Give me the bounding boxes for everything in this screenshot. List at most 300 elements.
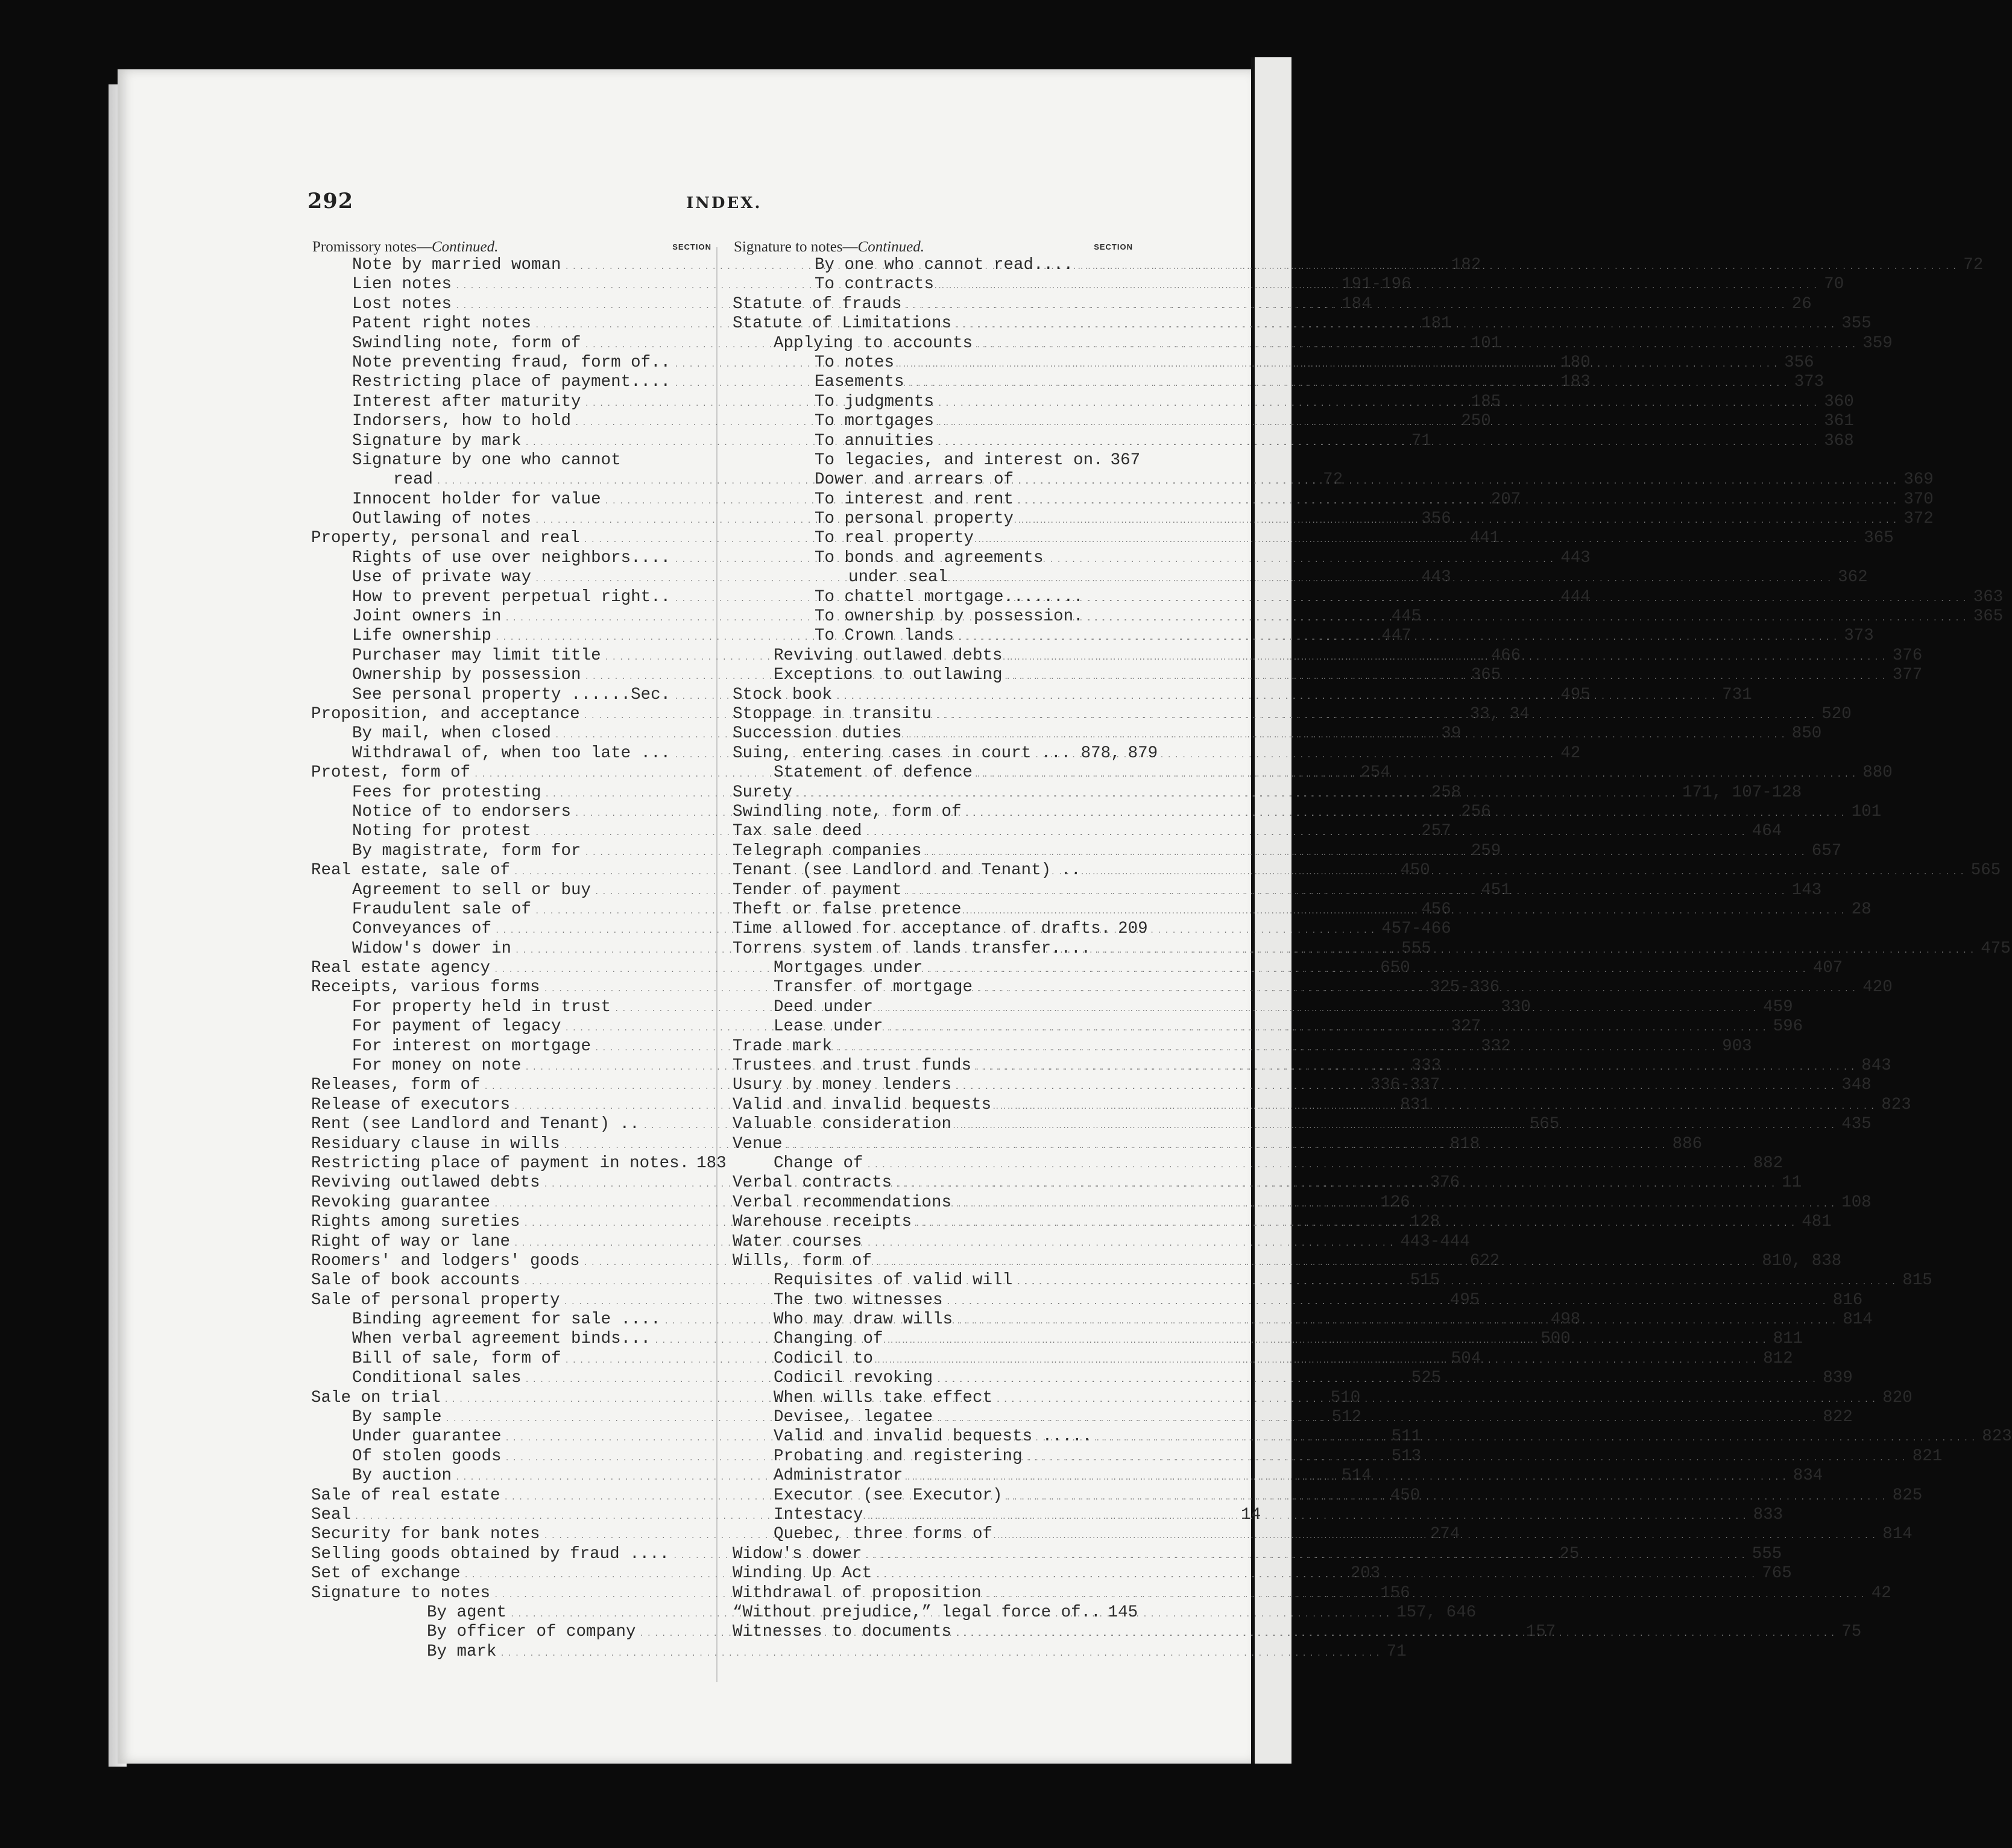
entry-term: Right of way or lane (311, 1232, 511, 1251)
entry-term: Torrens system of lands transfer.... (733, 939, 1091, 958)
entry-term: Real estate agency (311, 959, 491, 978)
dot-leader (867, 1507, 1750, 1527)
entry-term: “Without prejudice,” legal force of.. (733, 1603, 1101, 1622)
dot-leader (938, 277, 1820, 296)
entry-term: Fraudulent sale of (352, 900, 532, 919)
entry-term: Receipts, various forms (311, 978, 540, 997)
section-reference: 850 (1791, 724, 1822, 743)
entry-term: By magistrate, form for (352, 841, 581, 860)
entry-term: Protest, form of (311, 763, 471, 783)
section-reference: 333 (1411, 1056, 1442, 1076)
section-reference: 886 (1672, 1134, 1703, 1153)
section-reference: 498 (1550, 1310, 1581, 1329)
dot-leader (955, 316, 1838, 335)
section-reference: 257 (1421, 822, 1451, 841)
dot-leader (938, 394, 1820, 414)
dot-leader (976, 765, 1859, 784)
entry-term: By auction (352, 1466, 452, 1486)
section-reference: 365 (1864, 529, 1894, 548)
dot-leader (955, 1195, 1838, 1214)
section-reference: 356 (1784, 353, 1814, 372)
section-reference: 372 (1903, 509, 1934, 529)
dot-leader (936, 1410, 1819, 1429)
section-reference: 765 (1762, 1564, 1792, 1583)
dot-leader (977, 531, 1860, 550)
section-reference: 450 (1400, 861, 1430, 880)
column-header (728, 239, 1133, 256)
section-reference: 879 (1127, 743, 1158, 763)
section-reference: 250 (1461, 412, 1491, 431)
entry-term: Widow's dower in (352, 939, 512, 958)
entry-term: Usury by money lenders (733, 1076, 952, 1095)
section-reference: 33, 34 (1469, 704, 1530, 724)
section-reference: 71 (1411, 431, 1431, 450)
dot-leader (877, 997, 1759, 1019)
entry-term: Sale of personal property (311, 1290, 560, 1310)
entry-term: Tender of payment (733, 880, 902, 900)
entry-term: Changing of (774, 1329, 883, 1349)
section-reference: 143 (1791, 880, 1822, 900)
entry-term: When verbal agreement binds... (352, 1329, 651, 1349)
dot-leader (1087, 609, 1970, 628)
section-reference: 355 (1841, 314, 1872, 333)
entry-term: To judgments (815, 392, 935, 411)
section-reference: 821 (1912, 1446, 1943, 1466)
dot-leader (996, 1390, 1879, 1410)
entry-term: By one who cannot read.... (815, 256, 1074, 274)
section-reference: 26 (1791, 294, 1812, 314)
section-reference: 818 (1449, 1134, 1480, 1153)
entry-term: Notice of to endorsers (352, 802, 572, 821)
section-reference: 834 (1793, 1466, 1823, 1486)
entry-term: To legacies, and interest on. (815, 450, 1103, 470)
entry-term: Revoking guarantee (311, 1193, 491, 1212)
section-reference: 812 (1763, 1349, 1793, 1368)
section-reference: 361 (1824, 412, 1854, 431)
entry-term: Valid and invalid bequests (733, 1095, 992, 1114)
section-reference: 882 (1753, 1153, 1783, 1173)
entry-term: Use of private way (352, 568, 532, 587)
entry-term: Venue (733, 1134, 783, 1153)
section-reference: 820 (1882, 1388, 1913, 1407)
dot-leader (995, 1097, 1878, 1117)
section-reference: 157, 646 (1396, 1603, 1477, 1622)
entry-term: Valid and invalid bequests ..... (774, 1427, 1093, 1446)
section-reference: 816 (1832, 1290, 1863, 1310)
entry-term: Deed under (774, 997, 874, 1017)
entry-term: Surety (733, 783, 793, 802)
entry-term: Purchaser may limit title (352, 646, 601, 665)
entry-term: Requisites of valid will (774, 1271, 1013, 1290)
entry-term: By officer of company (427, 1623, 636, 1642)
entry-term: Signature by one who cannot (352, 450, 621, 470)
section-reference: 515 (1410, 1271, 1440, 1290)
entry-term: Tax sale deed (733, 822, 862, 841)
dot-leader (866, 1544, 1749, 1566)
section-reference: 447 (1381, 626, 1411, 646)
dot-leader (887, 1019, 1770, 1038)
dot-leader (935, 704, 1818, 726)
entry-term: Swindling note, form of (733, 802, 962, 821)
section-reference: 360 (1824, 392, 1854, 411)
entry-term: Sale of real estate (311, 1486, 500, 1505)
entry-term: To Crown lands (815, 626, 954, 646)
entry-term: Note by married woman (352, 256, 561, 274)
index-entry (728, 1603, 1138, 1623)
entry-term: Conveyances of (352, 919, 492, 939)
section-reference: 822 (1823, 1408, 1853, 1427)
entry-term: By mark (427, 1642, 497, 1661)
section-reference: 203 (1350, 1564, 1381, 1583)
entry-term: Selling goods obtained by fraud .... (311, 1544, 670, 1563)
entry-term: Trade mark (733, 1036, 833, 1056)
section-reference: 420 (1862, 978, 1893, 997)
entry-term: Trustees and trust funds (733, 1056, 972, 1076)
section-reference: 42 (1871, 1583, 1891, 1603)
entry-term: To personal property (815, 509, 1014, 529)
dot-leader (955, 1077, 1838, 1097)
section-reference: 407 (1812, 959, 1843, 978)
section-reference: 825 (1892, 1486, 1923, 1505)
entry-term: Water courses (733, 1232, 862, 1251)
entry-term: Conditional sales (352, 1369, 522, 1388)
entry-term: Property, personal and real (311, 529, 580, 548)
section-reference: 814 (1843, 1310, 1873, 1329)
section-reference: 377 (1892, 666, 1923, 685)
section-reference: 330 (1501, 997, 1531, 1017)
dot-leader (1087, 587, 1970, 609)
section-reference: 731 (1722, 685, 1752, 704)
section-reference: 101 (1851, 802, 1882, 821)
entry-term: Seal (311, 1506, 352, 1524)
section-reference: 368 (1824, 431, 1854, 450)
entry-term: For property held in trust (352, 997, 611, 1017)
entry-term: Release of executors (311, 1095, 511, 1114)
dot-leader (866, 824, 1749, 843)
entry-term: To chattel mortgage........ (815, 587, 1083, 607)
section-reference: 443 (1421, 568, 1451, 587)
entry-term: To ownership by possession. (815, 607, 1083, 626)
section-reference: 101 (1471, 333, 1501, 353)
entry-term: To annuities (815, 431, 935, 450)
entry-term: Under guarantee (352, 1427, 502, 1446)
section-reference: 475 (1981, 939, 2011, 958)
entry-term: For payment of legacy (352, 1017, 561, 1036)
entry-term: For money on note (352, 1056, 522, 1076)
running-head: INDEX. (686, 194, 762, 212)
section-reference: 831 (1400, 1095, 1430, 1114)
entry-term: Statement of defence (774, 763, 973, 783)
section-reference: 565 (1529, 1115, 1560, 1134)
section-reference: 596 (1773, 1017, 1803, 1036)
dot-leader (957, 628, 1840, 648)
section-reference: 565 (1970, 861, 2001, 880)
entry-term: Signature to notes (311, 1583, 491, 1603)
entry-term: To real property (815, 529, 974, 548)
entry-term: Restricting place of payment in notes. (311, 1153, 690, 1173)
entry-term: Succession duties (733, 724, 902, 743)
section-reference: 811 (1773, 1329, 1803, 1349)
dot-leader (956, 1312, 1839, 1331)
index-entry (306, 1642, 1407, 1662)
section-reference: 71 (1386, 1642, 1407, 1661)
entry-term: Lost notes (352, 294, 452, 314)
section-reference: 11 (1782, 1173, 1802, 1193)
page-number: 292 (307, 189, 354, 213)
dot-leader (867, 1156, 1750, 1175)
section-reference: 367 (1110, 450, 1141, 470)
dot-leader (938, 431, 1820, 453)
section-reference: 128 (1410, 1213, 1440, 1232)
dot-leader (1094, 941, 1977, 960)
section-reference: 514 (1342, 1466, 1372, 1486)
entry-term: Tenant (see Landlord and Tenant) .. (733, 861, 1081, 880)
dot-leader (1006, 648, 1889, 667)
entry-term: Interest after maturity (352, 392, 581, 411)
dot-leader (875, 1566, 1758, 1585)
section-reference: 373 (1794, 373, 1824, 392)
entry-term: Ownership by possession (352, 666, 581, 685)
section-reference: 126 (1380, 1193, 1410, 1212)
entry-term: Releases, form of (311, 1076, 481, 1095)
section-reference: 481 (1802, 1213, 1832, 1232)
section-reference: 495 (1449, 1290, 1480, 1310)
section-reference: 209 (1118, 919, 1148, 939)
section-reference: 70 (1824, 275, 1844, 294)
entry-term: Suing, entering cases in court ... 878, (733, 743, 1121, 763)
entry-term: See personal property ......Sec. (352, 685, 671, 704)
section-reference: 25 (1559, 1544, 1580, 1563)
entry-term: Applying to accounts (774, 333, 973, 353)
entry-term: Signature by mark (352, 431, 522, 450)
entry-term: Restricting place of payment.... (352, 373, 671, 392)
section-reference: 456 (1421, 900, 1451, 919)
dot-leader (938, 414, 1820, 433)
section-reference: 356 (1421, 509, 1451, 529)
index-entry (728, 1232, 1133, 1252)
entry-term: Fees for protesting (352, 783, 541, 802)
entry-term: Rent (see Landlord and Tenant) .. (311, 1115, 640, 1134)
entry-term: By agent (427, 1603, 507, 1622)
entry-term: Lien notes (352, 275, 452, 294)
section-reference: 510 (1330, 1388, 1361, 1407)
section-reference: 839 (1823, 1369, 1853, 1388)
dot-leader (1077, 257, 1960, 277)
dot-leader (908, 374, 1791, 394)
dot-leader (975, 1058, 1858, 1077)
entry-term: Time allowed for acceptance of drafts. (733, 919, 1111, 939)
entry-term: Reviving outlawed debts (774, 646, 1003, 665)
entry-term: Joint owners in (352, 607, 502, 626)
entry-term: Devisee, legatee (774, 1408, 933, 1427)
entry-term: To bonds and agreements (815, 548, 1044, 567)
section-reference: 622 (1469, 1251, 1500, 1270)
section-reference: 207 (1490, 490, 1521, 509)
entry-term: Exceptions to outlawing (774, 666, 1003, 685)
section-reference: 336-337 (1370, 1076, 1440, 1095)
entry-term: Theft or false pretence (733, 900, 962, 919)
entry-term: Winding Up Act (733, 1564, 872, 1583)
entry-term: Probating and registering (774, 1446, 1023, 1466)
entry-term: Stoppage in transitu (733, 704, 932, 724)
section-reference: 75 (1841, 1623, 1862, 1642)
entry-term: Patent right notes (352, 314, 532, 333)
entry-term: Statute of frauds (733, 294, 902, 314)
dot-leader (1006, 667, 1889, 687)
section-reference: 903 (1722, 1036, 1752, 1056)
entry-term: By sample (352, 1408, 442, 1427)
section-reference: 650 (1380, 959, 1410, 978)
entry-term: Innocent holder for value (352, 490, 601, 509)
dot-leader (915, 1214, 1798, 1234)
dot-leader (996, 1527, 1879, 1546)
dot-leader (898, 355, 1780, 374)
entry-term: Intestacy (774, 1506, 863, 1524)
section-reference: 362 (1838, 568, 1868, 587)
section-reference: 256 (1461, 802, 1491, 821)
section-reference: 512 (1331, 1408, 1362, 1427)
entry-term: Executor (see Executor) (774, 1486, 1003, 1505)
section-reference: 457-466 (1381, 919, 1451, 939)
entry-term: Codicil to (774, 1349, 874, 1368)
entry-term: Valuable consideration (733, 1115, 952, 1134)
entry-term: Verbal contracts (733, 1173, 892, 1193)
section-reference: 183 (696, 1153, 727, 1173)
section-reference: 495 (1560, 685, 1591, 704)
dot-leader (796, 785, 1679, 804)
dot-leader (1017, 472, 1900, 491)
entry-term: The two witnesses (774, 1290, 943, 1310)
section-reference: 444 (1560, 587, 1591, 607)
section-reference: 259 (1471, 841, 1501, 860)
section-reference: 108 (1841, 1193, 1872, 1212)
index-entry (306, 1153, 727, 1173)
section-reference: 459 (1763, 997, 1793, 1017)
section-reference: 156 (1380, 1583, 1410, 1603)
entry-term: Statute of Limitations (733, 314, 952, 333)
dot-leader (895, 1175, 1778, 1194)
section-reference: 435 (1841, 1115, 1872, 1134)
entry-term: Stock book (733, 685, 833, 704)
section-reference: 815 (1902, 1271, 1932, 1290)
index-entry (728, 450, 1141, 470)
index-entry (306, 451, 711, 470)
section-reference: 504 (1451, 1349, 1481, 1368)
index-entry (728, 743, 1158, 763)
index-entry (728, 1153, 1783, 1173)
section-reference: 332 (1481, 1036, 1511, 1056)
entry-term: Dower and arrears of (815, 470, 1014, 490)
section-reference: 274 (1430, 1525, 1460, 1544)
section-reference: 28 (1851, 900, 1872, 919)
entry-term: Set of exchange (311, 1564, 461, 1583)
section-reference: 445 (1391, 607, 1422, 626)
dot-leader (976, 333, 1859, 355)
section-reference: 327 (1451, 1017, 1481, 1036)
entry-term: Quebec, three forms of (774, 1525, 993, 1544)
entry-term: Roomers' and lodgers' goods (311, 1251, 580, 1270)
section-reference: 348 (1841, 1076, 1872, 1095)
dot-leader (877, 1351, 1759, 1370)
entry-term: under seal (848, 568, 948, 587)
entry-term: Security for bank notes (311, 1525, 540, 1544)
entry-term: How to prevent perpetual right.. (352, 587, 671, 607)
entry-term: Codicil revoking (774, 1369, 933, 1388)
section-label: SECTION (1094, 242, 1133, 251)
entry-term: Rights of use over neighbors.... (352, 548, 671, 567)
section-reference: 359 (1862, 333, 1893, 353)
index-entry (728, 919, 1148, 939)
entry-term: Note preventing fraud, form of.. (352, 353, 671, 372)
section-reference: 183 (1560, 373, 1591, 392)
entry-term: Indorsers, how to hold (352, 412, 572, 431)
dot-leader (927, 960, 1809, 980)
entry-term: Transfer of mortgage (774, 978, 973, 997)
section-reference: 14 (1241, 1506, 1261, 1524)
section-reference: 451 (1481, 880, 1511, 900)
section-reference: 376 (1892, 646, 1923, 665)
entry-term: Rights among sureties (311, 1213, 520, 1232)
section-reference: 500 (1541, 1329, 1571, 1349)
section-reference: 365 (1973, 607, 2004, 626)
dot-leader (965, 804, 1848, 824)
section-reference: 72 (1323, 470, 1343, 490)
entry-term: Of stolen goods (352, 1446, 502, 1466)
entry-term: Telegraph companies (733, 841, 922, 860)
section-reference: 191-196 (1342, 275, 1411, 294)
entry-term: By mail, when closed (352, 724, 552, 743)
dot-leader (1085, 863, 1967, 882)
column-header (306, 239, 711, 256)
dot-leader (906, 726, 1788, 745)
entry-term: For interest on mortgage (352, 1036, 591, 1056)
entry-term: Administrator (774, 1466, 903, 1486)
entry-term: Warehouse receipts (733, 1213, 912, 1232)
entry-term: Mortgages under (774, 959, 923, 978)
section-reference: 511 (1391, 1427, 1422, 1446)
entry-term: Agreement to sell or buy (352, 880, 591, 900)
dot-leader (985, 1583, 1868, 1605)
dot-leader (1017, 492, 1900, 511)
section-reference: 39 (1441, 724, 1462, 743)
entry-term: Withdrawal of, when too late ... (352, 743, 671, 763)
dot-leader (500, 1644, 1383, 1664)
entry-term: Sale on trial (311, 1388, 441, 1407)
dot-leader (906, 880, 1788, 902)
section-reference: 443 (1560, 548, 1591, 567)
section-reference: 823 (1881, 1095, 1911, 1114)
section-reference: 42 (1560, 743, 1581, 763)
section-reference: 184 (1342, 294, 1372, 314)
entry-term: To notes (815, 353, 895, 372)
entry-term: Bill of sale, form of (352, 1349, 561, 1368)
dot-leader (786, 1134, 1669, 1156)
continued-heading: Signature to notes—Continued. (734, 239, 924, 255)
section-reference: 450 (1390, 1486, 1421, 1505)
section-reference: 466 (1490, 646, 1521, 665)
dot-leader (907, 1468, 1790, 1487)
section-reference: 843 (1861, 1056, 1891, 1076)
entry-term: Who may draw wills (774, 1310, 953, 1329)
dot-leader (947, 1290, 1829, 1312)
section-reference: 182 (1451, 256, 1481, 274)
dot-leader (1016, 1273, 1899, 1292)
section-reference: 373 (1844, 626, 1874, 646)
dot-leader (955, 1624, 1838, 1644)
section-reference: 72 (1963, 256, 1984, 274)
dot-leader (906, 294, 1788, 316)
section-reference: 254 (1360, 763, 1390, 783)
